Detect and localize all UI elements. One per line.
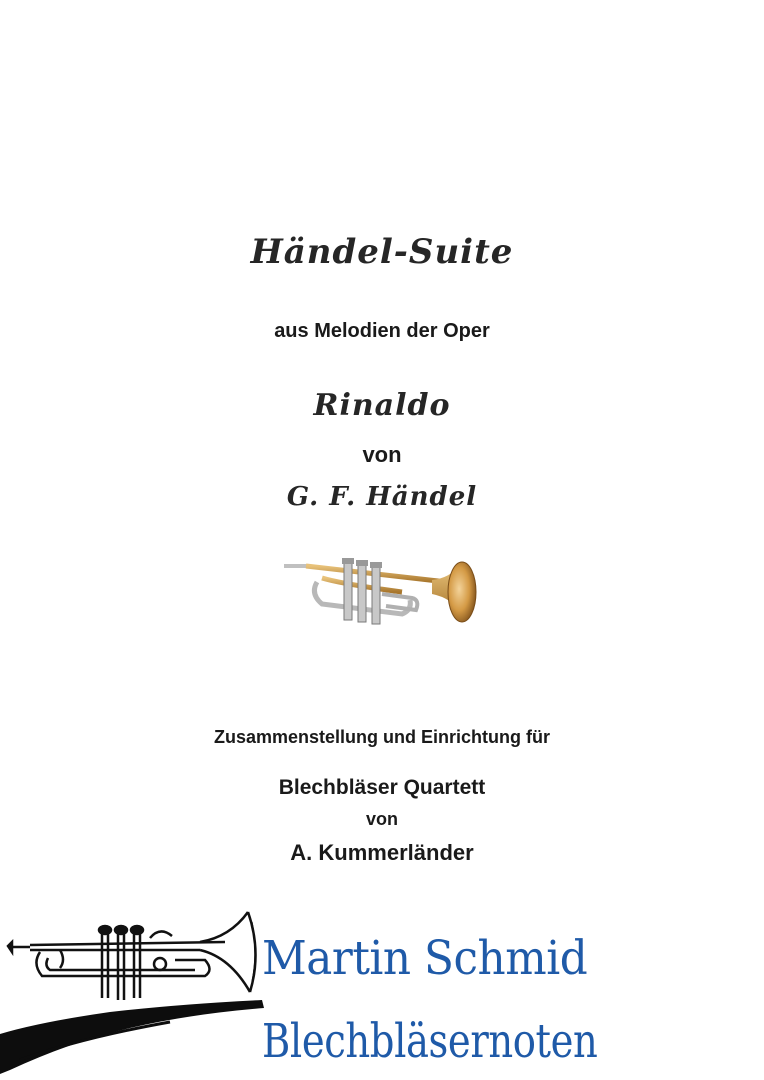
brush-stroke-decoration [0, 994, 270, 1080]
score-title: Händel-Suite [250, 232, 514, 272]
von-label-2: von [365, 809, 398, 829]
opera-title: Rinaldo [313, 388, 451, 423]
composer-name: G. F. Händel [286, 482, 478, 512]
score-subtitle: aus Melodien der Oper [274, 320, 490, 342]
arranger-name: A. Kummerländer [290, 840, 474, 865]
publisher-subtitle: Blechbläsernoten [262, 1014, 598, 1069]
publisher-name: Martin Schmid [262, 931, 588, 986]
trumpet-photo-icon [282, 554, 482, 630]
arrangement-text: Zusammenstellung und Einrichtung für [213, 727, 550, 747]
von-label: von [362, 442, 402, 467]
ensemble-label: Blechbläser Quartett [278, 776, 486, 799]
